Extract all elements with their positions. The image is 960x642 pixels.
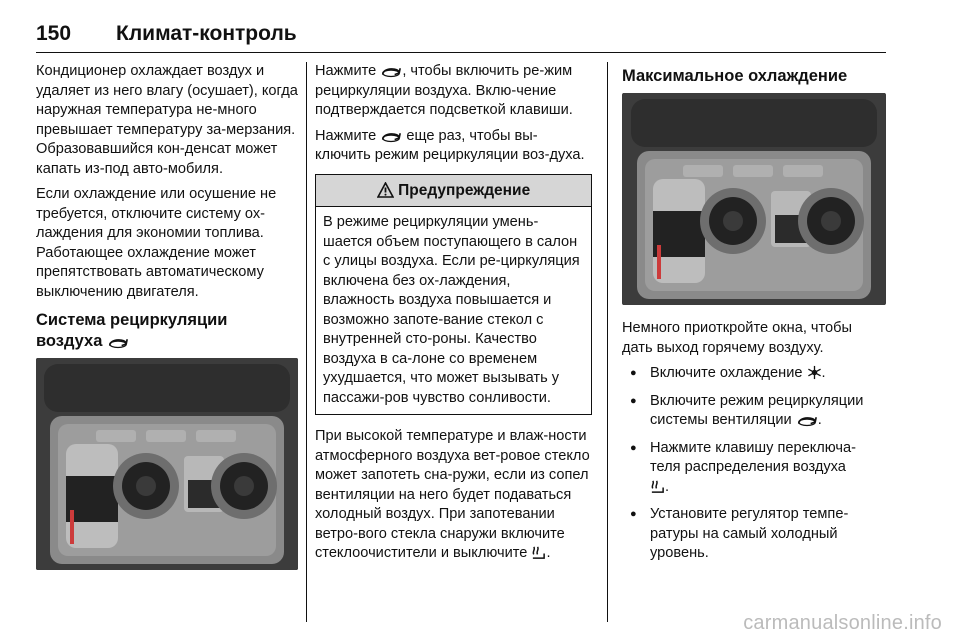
paragraph-ac-intro: Кондиционер охлаждает воздух и удаляет из него влагу (осушает), когда наружная температура не-много превышает температуру за-мерзания. Образовавшийся кон-денсат может капать из-под авто-мобиля. xyxy=(36,63,298,177)
snowflake-icon xyxy=(807,365,822,380)
step-cooling-text: Включите охлаждение xyxy=(650,365,803,381)
list-item xyxy=(622,439,886,498)
paragraph-fogging xyxy=(315,427,592,564)
text-fogging: При высокой температуре и влаж-ности атмосферного воздуха вет-ровое стекло может запотеть сна-ружи, если из сопел вентиляции на него будет подаваться холодный воздух. При запотевании ветро-вого стекла снаружи включите стеклоочистители и выключите xyxy=(315,428,590,561)
text-recirc-on-rest: , чтобы включить ре-жим рециркуляции воздуха. Вклю-чение подтверждается подсветкой клавиши. xyxy=(315,63,573,118)
column-divider-2 xyxy=(607,62,608,622)
heading-recirculation-line2: воздуха xyxy=(36,332,103,350)
column-1 xyxy=(36,62,298,570)
warning-header xyxy=(316,175,591,208)
chapter-title: Климат-контроль xyxy=(116,22,297,45)
climate-panel-illustration-2 xyxy=(622,93,886,305)
defrost-icon xyxy=(531,545,546,560)
column-2 xyxy=(315,62,592,570)
paragraph-recirc-on xyxy=(315,62,592,121)
text-recirc-off-rest: еще раз, чтобы вы-ключить режим рециркуляции воз-духа. xyxy=(315,127,585,163)
list-item xyxy=(622,364,886,384)
step-distribution-text: Нажмите клавишу переключа-теля распределения воздуха xyxy=(650,439,856,475)
paragraph-ac-off: Если охлаждение или осушение не требуется, отключите систему ох-лаждения для экономии топлива. Работающее охлаждение может препятствовать автоматическому выключению двигателя. xyxy=(36,186,277,300)
step-recirc-end: . xyxy=(817,412,822,428)
warning-title: Предупреждение xyxy=(398,181,531,199)
text-press: Нажмите xyxy=(315,63,377,79)
recirculation-icon xyxy=(796,413,818,427)
step-temperature-text: Установите регулятор темпе-ратуры на самый холодный уровень. xyxy=(650,506,849,561)
recirculation-icon xyxy=(380,64,402,78)
paragraph-open-windows: Немного приоткройте окна, чтобы дать выход горячему воздуху. xyxy=(622,320,853,356)
heading-recirculation-line1: Система рециркуляции xyxy=(36,311,228,329)
text-press-again: Нажмите xyxy=(315,127,377,144)
column-3 xyxy=(622,62,886,572)
step-distribution-end: . xyxy=(665,478,670,495)
recirculation-icon xyxy=(380,129,402,143)
warning-text: В режиме рециркуляции умень-шается объем поступающего в салон с улицы воздуха. Если ре-циркуляция включена без ох-лаждения, влажность воздуха повышается и возможно запоте-вание стекол с внутренней сто-роны. Качество воздуха в са-лоне со временем ухудшается, что может вызывать у пассажи-ров чувство сонливости. xyxy=(323,214,580,406)
watermark: carmanualsonline.info xyxy=(743,612,942,634)
climate-panel-photo-2 xyxy=(622,93,886,305)
page-number: 150 xyxy=(36,22,72,45)
warning-icon xyxy=(377,182,394,198)
list-item xyxy=(622,392,886,431)
page-header xyxy=(36,22,886,53)
step-recirc-text: Включите режим рециркуляции системы вентиляции xyxy=(650,392,864,428)
list-item xyxy=(622,505,886,564)
column-divider-1 xyxy=(306,62,307,622)
warning-box xyxy=(315,174,592,416)
heading-recirculation xyxy=(36,310,298,352)
steps-list xyxy=(622,364,886,564)
recirculation-icon xyxy=(107,335,129,349)
step-cooling-end: . xyxy=(821,365,826,381)
climate-panel-photo xyxy=(36,358,298,570)
defrost-icon xyxy=(650,479,665,494)
paragraph-recirc-off xyxy=(315,127,592,166)
heading-max-cooling: Максимальное охлаждение xyxy=(622,67,848,85)
climate-panel-illustration xyxy=(36,358,298,570)
text-fogging-end: . xyxy=(546,545,551,561)
